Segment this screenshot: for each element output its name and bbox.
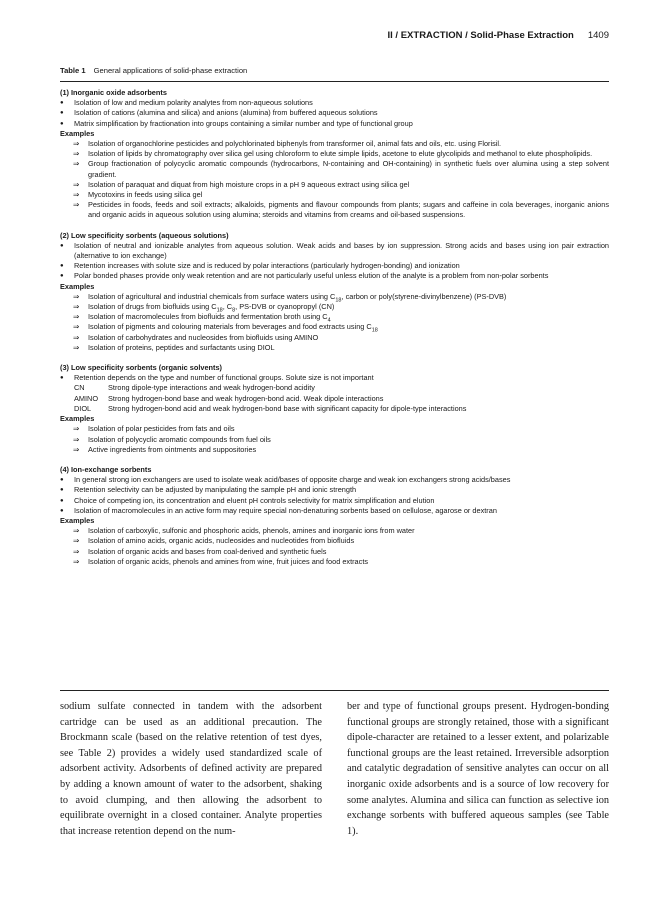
examples-label: Examples xyxy=(60,515,95,525)
bullet-item: ● Isolation of macromolecules in an active form may require special non-denaturing sorbents based on cellulose, agarose or dextran xyxy=(60,506,609,516)
arrow-icon: ⇒ xyxy=(73,556,80,566)
table-section-ion-exchange xyxy=(60,465,609,567)
applications-table xyxy=(60,88,609,567)
arrow-icon: ⇒ xyxy=(73,190,80,200)
body-text xyxy=(60,699,609,839)
phase-description: Strong hydrogen-bond base and weak hydrogen-bond acid. Weak dipole interactions xyxy=(108,393,384,403)
table-top-rule xyxy=(60,81,609,82)
example-item: ⇒ Isolation of proteins, peptides and surfactants using DIOL xyxy=(73,342,275,352)
example-item: ⇒ Pesticides in foods, feeds and soil extracts; alkaloids, pigments and flavour compounds from plants; sugars and caffeine in cola beverages, inorganic anions and organic acids in aqueous solution using alumina; steroids and vitamins from creams and oil-based suspensions. xyxy=(73,200,609,220)
arrow-icon: ⇒ xyxy=(73,139,80,149)
example-item: ⇒ Active ingredients from ointments and suppositories xyxy=(73,444,257,454)
example-item: ⇒ Mycotoxins in feeds using silica gel xyxy=(73,190,203,200)
section-heading: (2) Low specificity sorbents (aqueous solutions) xyxy=(60,230,229,240)
bullet-item: ● Isolation of cations (alumina and silica) and anions (alumina) from buffered aqueous solutions xyxy=(60,108,609,118)
example-item: ⇒ Isolation of macromolecules from biofluids and fermentation broth using $C_4$ xyxy=(73,312,331,324)
bullet-item: ● Isolation of neutral and ionizable analytes from aqueous solution. Weak acids and bases by ion suppression. Strong acids and bases using ion pair extraction (alternative to ion exchange) xyxy=(60,241,609,261)
phase-row xyxy=(60,394,609,404)
phase-row xyxy=(60,404,609,414)
example-item: ⇒ Group fractionation of polycyclic aromatic compounds (hydrocarbons, N-containing and OH-containing) in synthetic fuels over alumina using a step solvent gradient. xyxy=(73,159,609,179)
table-section-aqueous xyxy=(60,231,609,353)
bullet-item: ● Polar bonded phases provide only weak retention and are not particularly useful unless elution of the analyte is a problem from non-polar sorbents xyxy=(60,271,609,281)
arrow-icon: ⇒ xyxy=(73,322,80,332)
example-item: ⇒ Isolation of pigments and colouring materials from beverages and food extracts using $C_{18}$ xyxy=(73,322,378,334)
body-column-right: ber and type of functional groups present. Hydrogen-bonding functional groups are strongly retained, those with a significant dipole-character are retained to a lesser extent, and polarizable functional groups are the least retained. Irreversible adsorption and catalytic degradation of sensitive analytes can occur on all inorganic oxide adsorbents and is a source of low recovery for some analytes. Alumina and silica can function as selective ion exchange sorbents with buffered aqueous samples (see Table 1). xyxy=(347,701,609,837)
example-item: ⇒ Isolation of organic acids, phenols and amines from wine, fruit juices and food extracts xyxy=(73,556,369,566)
arrow-icon: ⇒ xyxy=(73,424,80,434)
arrow-icon: ⇒ xyxy=(73,302,80,312)
table-section-inorganic xyxy=(60,88,609,221)
phase-description: Strong dipole-type interactions and weak hydrogen-bond acidity xyxy=(108,383,315,393)
examples-label: Examples xyxy=(60,414,95,424)
example-item: ⇒ Isolation of organochlorine pesticides and polychlorinated biphenyls from transformer oil, animal fats and oils, etc. using Florisil. xyxy=(73,139,502,149)
arrow-icon: ⇒ xyxy=(73,526,80,536)
example-item: ⇒ Isolation of amino acids, organic acids, nucleosides and nucleotides from biofluids xyxy=(73,536,355,546)
example-item: ⇒ Isolation of drugs from biofluids using $C_{18}$, $C_8$, PS-DVB or cyanopropyl (CN) xyxy=(73,302,335,314)
table-section-organic xyxy=(60,363,609,455)
running-title: II / EXTRACTION / Solid-Phase Extraction xyxy=(387,30,574,41)
bullet-item: ● In general strong ion exchangers are used to isolate weak acid/bases of opposite charge and weak ion exchangers strong acids/bases xyxy=(60,475,609,485)
phase-description: Strong hydrogen-bond acid and weak hydrogen-bond base with significant capacity for dipole-type interactions xyxy=(108,403,467,413)
example-item: ⇒ Isolation of lipids by chromatography over silica gel using chloroform to elute simple lipids, acetone to elute glycolipids and methanol to elute phospholipids. xyxy=(73,149,593,159)
example-item: ⇒ Isolation of carbohydrates and nucleosides from biofluids using AMINO xyxy=(73,332,319,342)
arrow-icon: ⇒ xyxy=(73,434,80,444)
arrow-icon: ⇒ xyxy=(73,149,80,159)
arrow-icon: ⇒ xyxy=(73,159,80,169)
table-bottom-rule xyxy=(60,690,609,691)
example-item: ⇒ Isolation of agricultural and industrial chemicals from surface waters using $C_{18}$, carbon or poly(styrene-divinylbenzene) (PS-DVB) xyxy=(73,291,507,304)
table-label: Table 1 xyxy=(60,66,86,75)
arrow-icon: ⇒ xyxy=(73,312,80,322)
phase-name: CN xyxy=(74,383,85,393)
phase-row xyxy=(60,383,609,393)
example-item: ⇒ Isolation of polycyclic aromatic compounds from fuel oils xyxy=(73,434,271,444)
arrow-icon: ⇒ xyxy=(73,546,80,556)
running-header xyxy=(60,30,609,44)
bullet-item: ● Retention depends on the type and number of functional groups. Solute size is not important xyxy=(60,373,609,383)
arrow-icon: ⇒ xyxy=(73,536,80,546)
examples-label: Examples xyxy=(60,128,95,138)
examples-label: Examples xyxy=(60,281,95,291)
bullet-item: ● Choice of competing ion, its concentration and eluent pH controls selectivity for matrix simplification and elution xyxy=(60,496,609,506)
arrow-icon: ⇒ xyxy=(73,444,80,454)
phase-name: DIOL xyxy=(74,403,92,413)
section-heading: (4) Ion-exchange sorbents xyxy=(60,464,152,474)
bullet-item: ● Matrix simplification by fractionation into groups containing a similar number and type of functional group xyxy=(60,119,609,129)
example-item: ⇒ Isolation of paraquat and diquat from high moisture crops in a pH 9 aqueous extract using silica gel xyxy=(73,179,410,189)
section-heading: (3) Low specificity sorbents (organic solvents) xyxy=(60,363,223,373)
arrow-icon: ⇒ xyxy=(73,342,80,352)
bullet-item: ● Retention selectivity can be adjusted by manipulating the sample pH and ionic strength xyxy=(60,485,609,495)
example-item: ⇒ Isolation of organic acids and bases from coal-derived and synthetic fuels xyxy=(73,546,327,556)
arrow-icon: ⇒ xyxy=(73,332,80,342)
table-title: General applications of solid-phase extraction xyxy=(93,66,248,75)
body-column-left: sodium sulfate connected in tandem with the adsorbent cartridge can be used as an additional precaution. The Brockmann scale (based on the relative retention of test dyes, see Table 2) provides a widely used standardized scale of adsorbent activity. Adsorbents of defined activity are prepared by adding a known amount of water to the adsorbent, shaking to avoid clumping, and then allowing the adsorbent to equilibrate overnight in a closed container. Analyte properties that increase retention depend on the num- xyxy=(60,701,322,837)
arrow-icon: ⇒ xyxy=(73,291,80,301)
bullet-item: ● Isolation of low and medium polarity analytes from non-aqueous solutions xyxy=(60,98,609,108)
example-item: ⇒ Isolation of polar pesticides from fats and oils xyxy=(73,424,235,434)
arrow-icon: ⇒ xyxy=(73,200,80,210)
section-heading: (1) Inorganic oxide adsorbents xyxy=(60,88,167,97)
bullet-item: ● Retention increases with solute size and is reduced by polar interactions (particularly hydrogen-bonding) and ionization xyxy=(60,261,609,271)
phase-name: AMINO xyxy=(74,393,99,403)
table-caption xyxy=(60,66,247,75)
arrow-icon: ⇒ xyxy=(73,179,80,189)
example-item: ⇒ Isolation of carboxylic, sulfonic and phosphoric acids, phenols, amines and inorganic ions from water xyxy=(73,526,415,536)
page-number: 1409 xyxy=(587,30,609,41)
